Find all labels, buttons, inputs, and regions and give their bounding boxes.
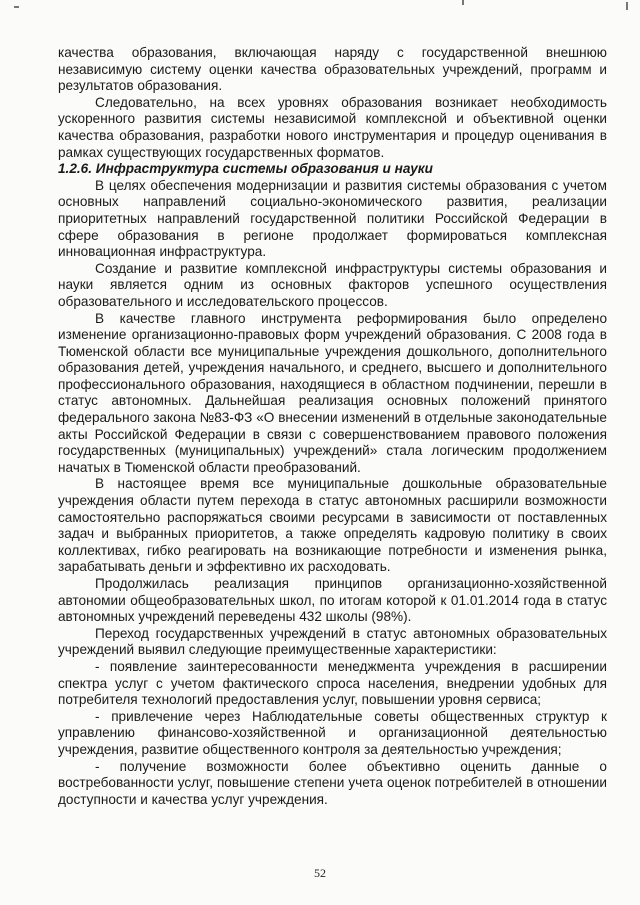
paragraph: В качестве главного инструмента реформирования было определено изменение организационно-правовых форм учреждений образования. С 2008 года в Тюменской области все муниципальные учреждения дошкольного, дополнительного образования детей, учреждения начального, и среднего, высшего и дополнительного профессионального образования, находящиеся в областном подчинении, перешли в статус автономных. Дальнейшая реализация основных положений принятого федерального закона №83-ФЗ «О внесении изменений в отдельные законодательные акты Российской Федерации в связи с совершенствованием правового положения государственных (муниципальных) учреждений» стала логическим продолжением начатых в Тюменской области преобразований. xyxy=(58,310,607,475)
scan-artifact xyxy=(626,2,628,10)
paragraph: Создание и развитие комплексной инфраструктуры системы образования и науки является одним из основных факторов успешного осуществления образовательного и исследовательского процессов. xyxy=(58,260,607,309)
paragraph: Переход государственных учреждений в статус автономных образовательных учреждений выявил следующие преимущественные характеристики: xyxy=(58,625,607,658)
paragraph: Следовательно, на всех уровнях образования возникает необходимость ускоренного развития системы независимой комплексной и объективной оценки качества образования, разработки нового инструментария и процедур оценивания в рамках существующих государственных форматов. xyxy=(58,94,607,160)
scan-artifact xyxy=(462,0,464,5)
section-heading: 1.2.6. Инфраструктура системы образования и науки xyxy=(58,161,433,177)
list-item: - появление заинтересованности менеджмента учреждения в расширении спектра услуг с учетом фактического спроса населения, внедрении удобных для потребителя технологий предоставления услуг, повышении уровня сервиса; xyxy=(58,658,607,708)
scan-artifact xyxy=(14,6,19,8)
paragraph: В целях обеспечения модернизации и развития системы образования с учетом основных направлений социально-экономического развития, реализации приоритетных направлений государственной политики Российской Федерации в сфере образования в регионе продолжает формироваться комплексная инновационная инфраструктура. xyxy=(58,177,607,260)
paragraph: В настоящее время все муниципальные дошкольные образовательные учреждения области путем перехода в статус автономных расширили возможности самостоятельно распоряжаться своими ресурсами в зависимости от поставленных задач и выбранных приоритетов, а также определять кадровую политику в своих коллективах, гибко реагировать на возникающие потребности и изменения рынка, зарабатывать деньги и эффективно их расходовать. xyxy=(58,476,607,575)
paragraph: Продолжилась реализация принципов организационно-хозяйственной автономии общеобразовательных школ, по итогам которой к 01.01.2014 года в статус автономных учреждений переведены 432 школы (98%). xyxy=(58,576,607,625)
list-item: - получение возможности более объективно оценить данные о востребованности услуг, повышение степени учета оценок потребителей в отношении доступности и качества услуг учреждения. xyxy=(58,758,607,807)
document-body xyxy=(58,45,607,808)
page-number: 52 xyxy=(314,866,326,880)
paragraph: качества образования, включающая наряду с государственной внешнюю независимую систему оценки качества образовательных учреждений, программ и результатов образования. xyxy=(58,45,607,94)
list-item: - привлечение через Наблюдательные советы общественных структур к управлению финансово-хозяйственной и организационной деятельностью учреждения, развитие общественного контроля за деятельностью учреждения; xyxy=(58,708,607,757)
